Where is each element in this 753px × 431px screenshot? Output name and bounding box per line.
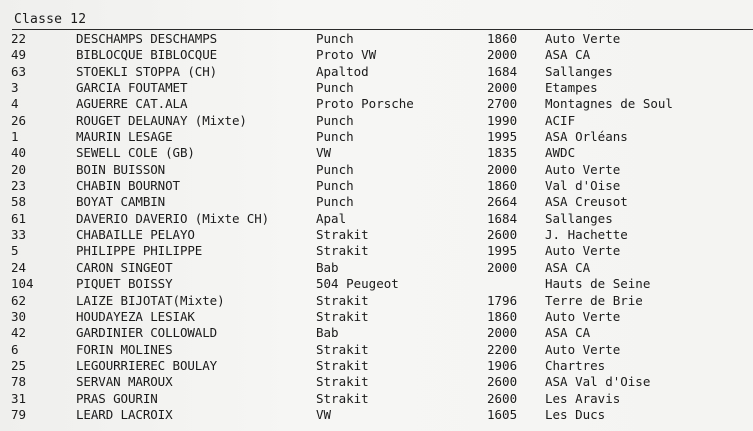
- car-model: Apaltod: [316, 63, 369, 79]
- engine-capacity: 1796: [487, 292, 518, 308]
- crew-names: CHABIN BOURNOT: [76, 178, 180, 194]
- crew-names: BIBLOCQUE BIBLOCQUE: [76, 47, 218, 63]
- engine-capacity: 1860: [487, 31, 518, 46]
- car-model: Proto VW: [316, 47, 377, 63]
- engine-capacity: 2600: [487, 227, 518, 243]
- crew-names: BOYAT CAMBIN: [76, 194, 166, 210]
- crew-names: SEWELL COLE (GB): [76, 145, 195, 161]
- list-item: [0, 47, 753, 63]
- car-model: Strakit: [316, 243, 369, 259]
- list-item: [0, 129, 753, 145]
- list-item: [0, 358, 753, 374]
- engine-capacity: 1995: [487, 129, 518, 145]
- club-name: Montagnes de Soul: [545, 96, 673, 112]
- crew-names: PHILIPPE PHILIPPE: [76, 243, 203, 259]
- entry-number: 25: [11, 357, 27, 373]
- entry-number: 33: [11, 227, 27, 243]
- engine-capacity: 2000: [487, 47, 518, 63]
- club-name: Auto Verte: [545, 243, 621, 259]
- club-name: ASA Orléans: [545, 129, 628, 145]
- list-item: [0, 64, 753, 80]
- engine-capacity: 2600: [487, 390, 518, 406]
- car-model: Bab: [316, 325, 339, 341]
- list-item: [0, 391, 753, 407]
- car-model: Punch: [316, 178, 354, 194]
- engine-capacity: 2000: [487, 161, 518, 177]
- list-item: [0, 325, 753, 341]
- car-model: Punch: [316, 31, 354, 46]
- club-name: Etampes: [545, 80, 598, 96]
- entry-number: 40: [11, 145, 27, 161]
- crew-names: MAURIN LESAGE: [76, 129, 173, 145]
- entry-number: 30: [11, 308, 27, 324]
- car-model: Bab: [316, 259, 339, 275]
- engine-capacity: 2664: [487, 194, 518, 210]
- entry-number: 23: [11, 178, 27, 194]
- engine-capacity: 1990: [487, 112, 518, 128]
- car-model: Apal: [316, 210, 347, 226]
- engine-capacity: 1860: [487, 308, 518, 324]
- crew-names: PRAS GOURIN: [76, 390, 158, 406]
- list-item: [0, 227, 753, 243]
- car-model: Punch: [316, 80, 354, 96]
- entry-number: 62: [11, 292, 27, 308]
- list-item: [0, 178, 753, 194]
- list-item: [0, 211, 753, 227]
- crew-names: DAVERIO DAVERIO (Mixte CH): [76, 210, 270, 226]
- club-name: ASA CA: [545, 259, 591, 275]
- engine-capacity: 1995: [487, 243, 518, 259]
- list-item: [0, 145, 753, 161]
- entry-number: 24: [11, 259, 27, 275]
- entry-number: 49: [11, 47, 27, 63]
- car-model: Strakit: [316, 341, 369, 357]
- engine-capacity: 1605: [487, 406, 518, 422]
- entry-number: 20: [11, 161, 27, 177]
- car-model: Strakit: [316, 374, 369, 390]
- entry-number: 3: [11, 80, 19, 96]
- list-item: [0, 342, 753, 358]
- car-model: Strakit: [316, 292, 369, 308]
- entry-number: 31: [11, 390, 27, 406]
- crew-names: GARCIA FOUTAMET: [76, 80, 188, 96]
- entry-number: 26: [11, 112, 27, 128]
- entry-list: [0, 31, 753, 423]
- crew-names: CHABAILLE PELAYO: [76, 227, 195, 243]
- list-item: [0, 243, 753, 259]
- crew-names: ROUGET DELAUNAY (Mixte): [76, 112, 247, 128]
- club-name: ASA Creusot: [545, 194, 628, 210]
- engine-capacity: 2000: [487, 80, 518, 96]
- crew-names: SERVAN MAROUX: [76, 374, 173, 390]
- crew-names: DESCHAMPS DESCHAMPS: [76, 31, 218, 46]
- car-model: VW: [316, 406, 332, 422]
- list-item: [0, 31, 753, 47]
- car-model: Punch: [316, 129, 354, 145]
- club-name: Auto Verte: [545, 308, 621, 324]
- entry-number: 22: [11, 31, 27, 46]
- engine-capacity: 1835: [487, 145, 518, 161]
- crew-names: LEARD LACROIX: [76, 406, 173, 422]
- list-item: [0, 293, 753, 309]
- engine-capacity: 2000: [487, 325, 518, 341]
- crew-names: STOEKLI STOPPA (CH): [76, 63, 218, 79]
- car-model: 504 Peugeot: [316, 276, 399, 292]
- club-name: Auto Verte: [545, 161, 621, 177]
- engine-capacity: 2600: [487, 374, 518, 390]
- entry-number: 42: [11, 325, 27, 341]
- crew-names: PIQUET BOISSY: [76, 276, 173, 292]
- engine-capacity: 2200: [487, 341, 518, 357]
- entry-number: 61: [11, 210, 27, 226]
- entry-number: 5: [11, 243, 19, 259]
- list-item: [0, 162, 753, 178]
- entry-number: 58: [11, 194, 27, 210]
- club-name: Sallanges: [545, 63, 613, 79]
- car-model: Strakit: [316, 308, 369, 324]
- club-name: Terre de Brie: [545, 292, 643, 308]
- club-name: Val d'Oise: [545, 178, 621, 194]
- engine-capacity: 2700: [487, 96, 518, 112]
- club-name: ASA CA: [545, 47, 591, 63]
- list-item: [0, 276, 753, 292]
- crew-names: HOUDAYEZA LESIAK: [76, 308, 195, 324]
- list-item: [0, 309, 753, 325]
- club-name: Chartres: [545, 357, 606, 373]
- club-name: AWDC: [545, 145, 576, 161]
- club-name: ASA Val d'Oise: [545, 374, 651, 390]
- entry-number: 4: [11, 96, 19, 112]
- club-name: J. Hachette: [545, 227, 628, 243]
- crew-names: LEGOURRIEREC BOULAY: [76, 357, 218, 373]
- club-name: ASA CA: [545, 325, 591, 341]
- list-item: [0, 260, 753, 276]
- crew-names: FORIN MOLINES: [76, 341, 173, 357]
- crew-names: GARDINIER COLLOWALD: [76, 325, 218, 341]
- club-name: Auto Verte: [545, 31, 621, 46]
- list-item: [0, 194, 753, 210]
- club-name: Les Aravis: [545, 390, 621, 406]
- engine-capacity: 2000: [487, 259, 518, 275]
- car-model: Punch: [316, 194, 354, 210]
- page-title: Classe 12: [14, 12, 87, 27]
- engine-capacity: 1860: [487, 178, 518, 194]
- car-model: Strakit: [316, 390, 369, 406]
- club-name: Sallanges: [545, 210, 613, 226]
- car-model: VW: [316, 145, 332, 161]
- club-name: ACIF: [545, 112, 576, 128]
- engine-capacity: 1684: [487, 63, 518, 79]
- list-item: [0, 113, 753, 129]
- car-model: Punch: [316, 161, 354, 177]
- car-model: Strakit: [316, 357, 369, 373]
- title-underline: [12, 29, 753, 30]
- car-model: Punch: [316, 112, 354, 128]
- car-model: Proto Porsche: [316, 96, 414, 112]
- list-item: [0, 407, 753, 423]
- entry-number: 79: [11, 406, 27, 422]
- engine-capacity: 1684: [487, 210, 518, 226]
- crew-names: AGUERRE CAT.ALA: [76, 96, 188, 112]
- crew-names: CARON SINGEOT: [76, 259, 173, 275]
- car-model: Strakit: [316, 227, 369, 243]
- club-name: Auto Verte: [545, 341, 621, 357]
- club-name: Hauts de Seine: [545, 276, 651, 292]
- entry-number: 63: [11, 63, 27, 79]
- entry-number: 1: [11, 129, 19, 145]
- entry-number: 6: [11, 341, 19, 357]
- list-item: [0, 374, 753, 390]
- engine-capacity: 1906: [487, 357, 518, 373]
- crew-names: LAIZE BIJOTAT(Mixte): [76, 292, 225, 308]
- entry-number: 104: [11, 276, 34, 292]
- crew-names: BOIN BUISSON: [76, 161, 166, 177]
- entry-number: 78: [11, 374, 27, 390]
- list-item: [0, 96, 753, 112]
- list-item: [0, 80, 753, 96]
- club-name: Les Ducs: [545, 406, 606, 422]
